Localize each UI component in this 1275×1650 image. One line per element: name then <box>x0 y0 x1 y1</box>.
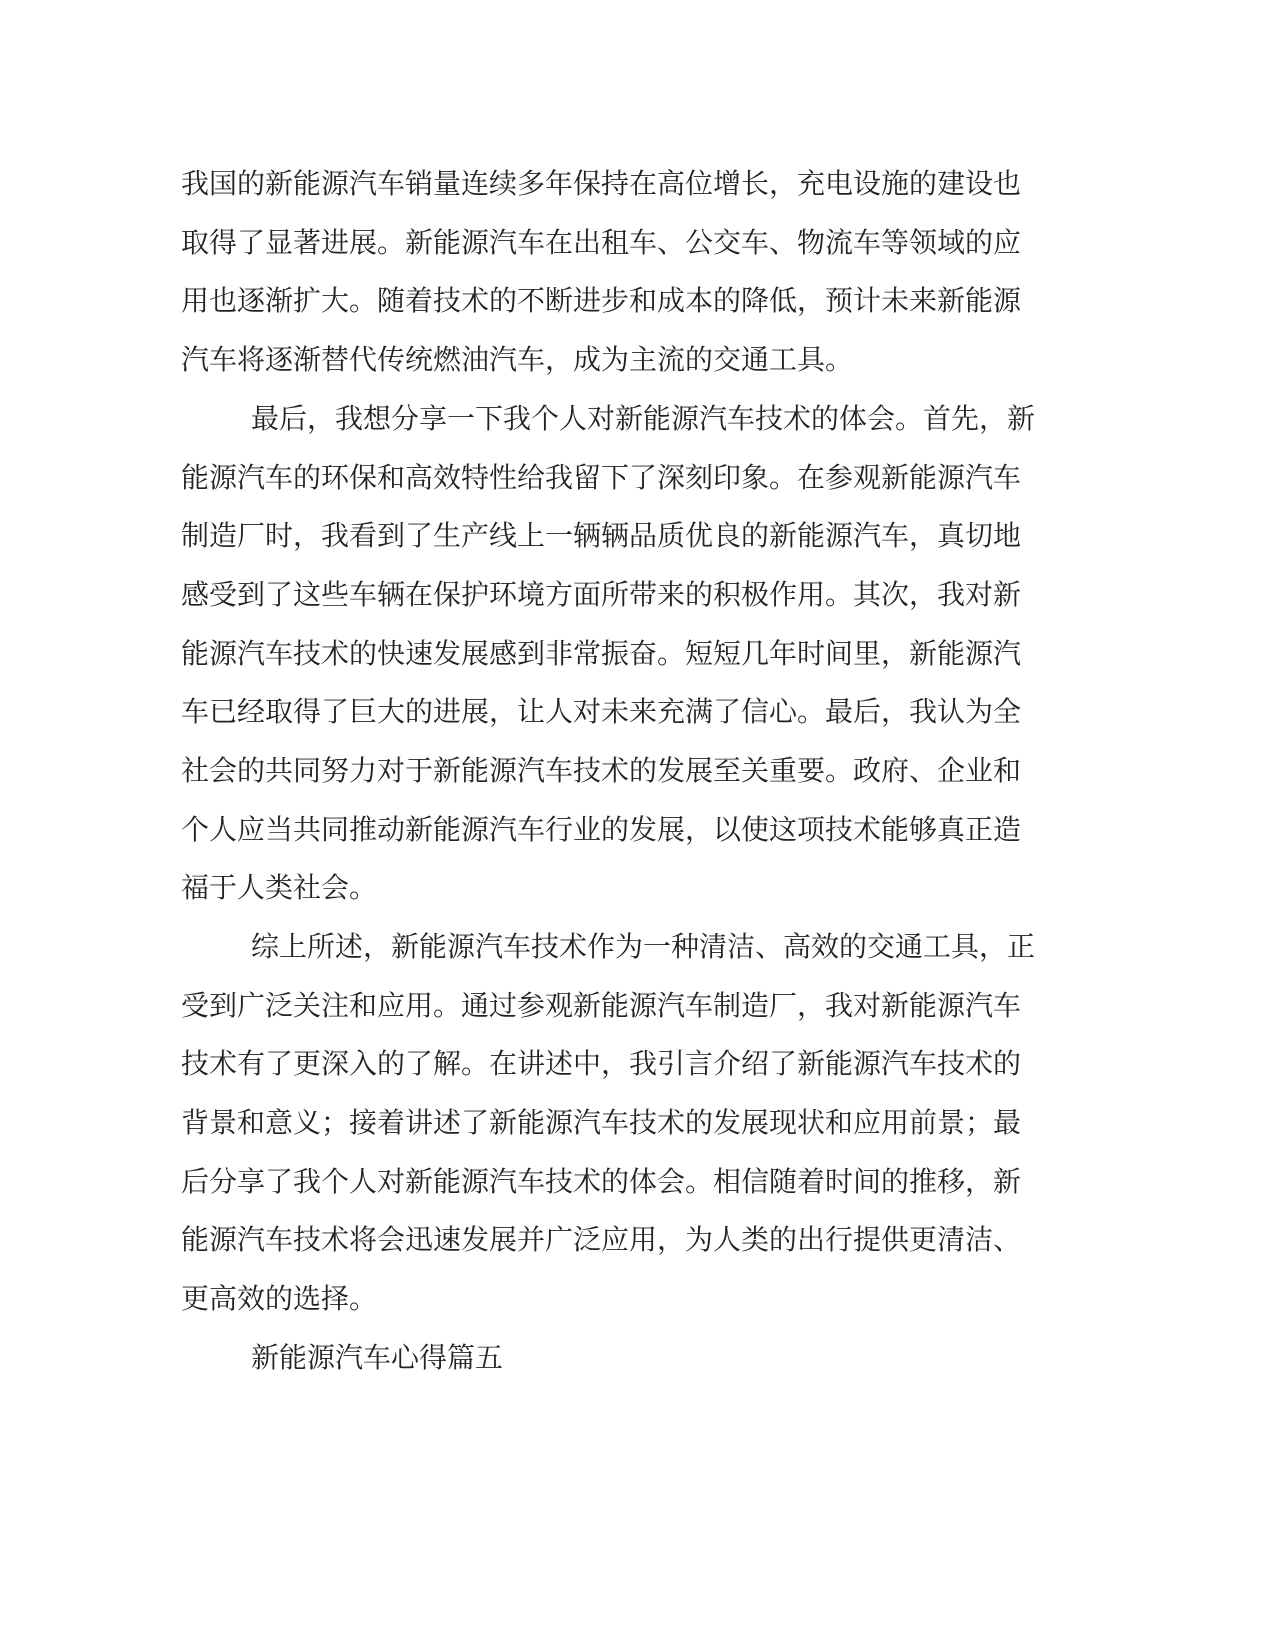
paragraph-2-line-5: 能源汽车技术的快速发展感到非常振奋。短短几年时间里，新能源汽 <box>181 637 1022 670</box>
paragraph-2-line-1: 最后，我想分享一下我个人对新能源汽车技术的体会。首先，新 <box>251 402 1036 435</box>
paragraph-1-line-1: 我国的新能源汽车销量连续多年保持在高位增长，充电设施的建设也 <box>181 167 1022 200</box>
paragraph-3-line-1: 综上所述，新能源汽车技术作为一种清洁、高效的交通工具，正 <box>251 930 1036 963</box>
paragraph-2-line-2: 能源汽车的环保和高效特性给我留下了深刻印象。在参观新能源汽车 <box>181 461 1022 494</box>
paragraph-3-line-6: 能源汽车技术将会迅速发展并广泛应用，为人类的出行提供更清洁、 <box>181 1223 1022 1256</box>
paragraph-2-line-6: 车已经取得了巨大的进展，让人对未来充满了信心。最后，我认为全 <box>181 695 1022 728</box>
paragraph-3-line-7: 更高效的选择。 <box>181 1282 378 1315</box>
paragraph-2-line-8: 个人应当共同推动新能源汽车行业的发展，以使这项技术能够真正造 <box>181 813 1022 846</box>
paragraph-3-line-4: 背景和意义；接着讲述了新能源汽车技术的发展现状和应用前景；最 <box>181 1106 1022 1139</box>
paragraph-2-line-9: 福于人类社会。 <box>181 871 378 904</box>
paragraph-2-line-4: 感受到了这些车辆在保护环境方面所带来的积极作用。其次，我对新 <box>181 578 1022 611</box>
paragraph-3-line-2: 受到广泛关注和应用。通过参观新能源汽车制造厂，我对新能源汽车 <box>181 989 1022 1022</box>
paragraph-1-line-4: 汽车将逐渐替代传统燃油汽车，成为主流的交通工具。 <box>181 343 854 376</box>
paragraph-2-line-3: 制造厂时，我看到了生产线上一辆辆品质优良的新能源汽车，真切地 <box>181 519 1022 552</box>
paragraph-2-line-7: 社会的共同努力对于新能源汽车技术的发展至关重要。政府、企业和 <box>181 754 1022 787</box>
paragraph-3-line-3: 技术有了更深入的了解。在讲述中，我引言介绍了新能源汽车技术的 <box>181 1047 1022 1080</box>
section-heading: 新能源汽车心得篇五 <box>251 1341 504 1374</box>
paragraph-1-line-3: 用也逐渐扩大。随着技术的不断进步和成本的降低，预计未来新能源 <box>181 284 1022 317</box>
paragraph-1-line-2: 取得了显著进展。新能源汽车在出租车、公交车、物流车等领域的应 <box>181 226 1022 259</box>
paragraph-3-line-5: 后分享了我个人对新能源汽车技术的体会。相信随着时间的推移，新 <box>181 1165 1022 1198</box>
